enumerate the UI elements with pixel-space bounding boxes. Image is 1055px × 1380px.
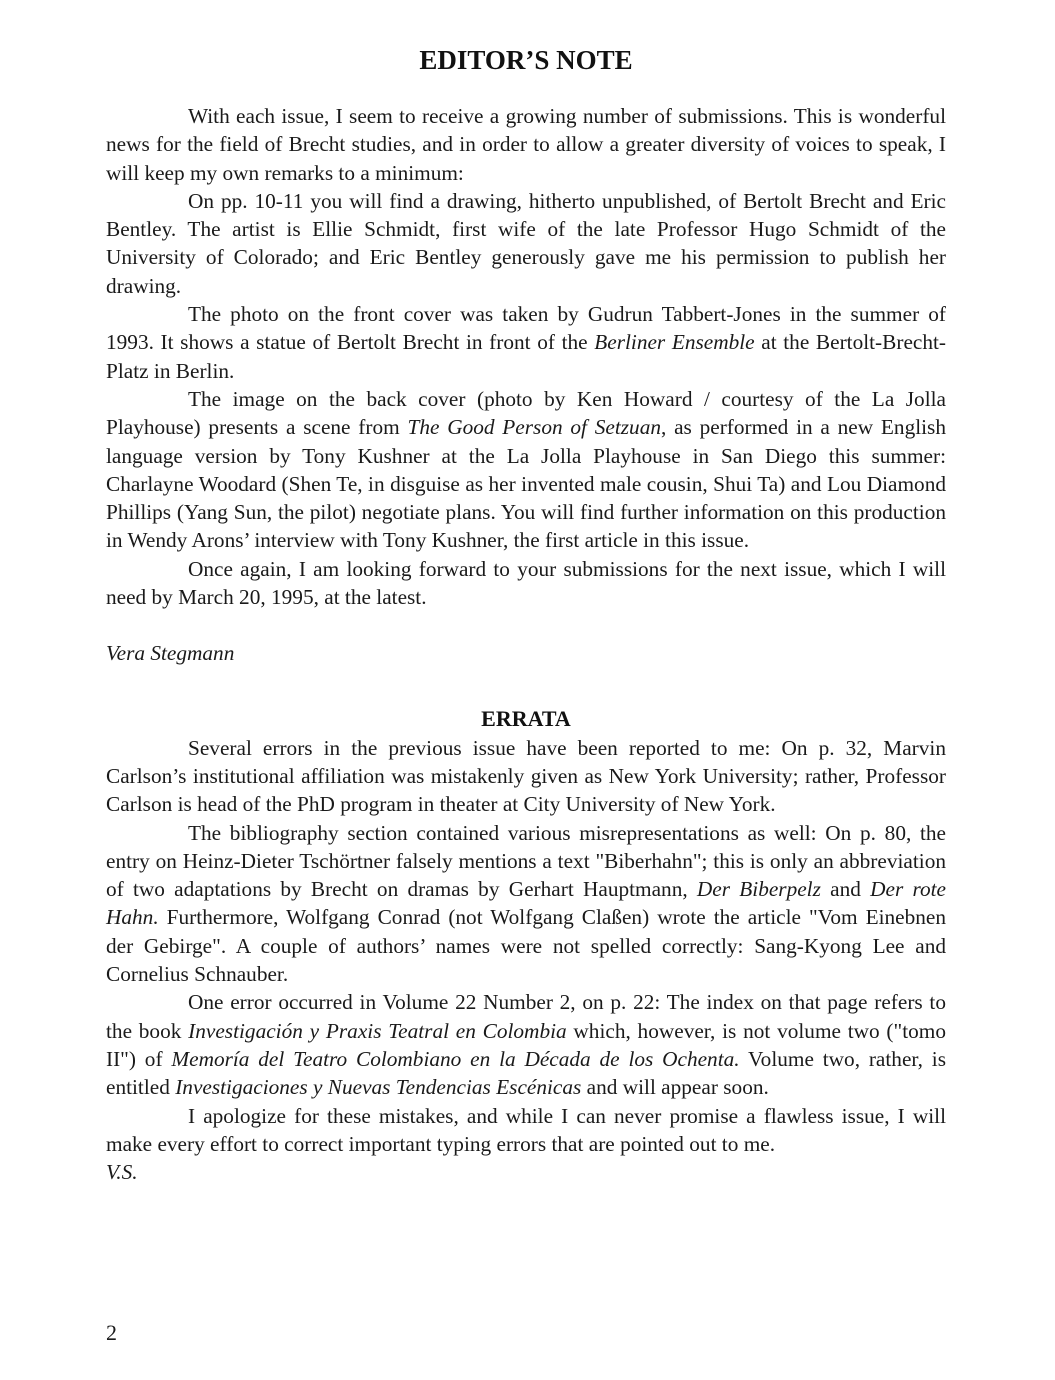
editors-note-paragraph: The photo on the front cover was taken by Gudrun Tabbert-Jones in the summer of 1993. It shows a statue of Bertolt Brecht in front of the Berliner Ensemble at the Bertolt-Brecht-Platz in Berlin. [106, 302, 947, 383]
page-number: 2 [106, 1320, 117, 1345]
errata-paragraph: Several errors in the previous issue have been reported to me: On p. 32, Marvin Carlson’s institutional affiliation was mistakenly given as New York University; rather, Professor Carlson is head of the PhD program in theater at City University of New York. [106, 735, 946, 817]
italic-title: Investigaciones y Nuevas Tendencias Escénicas [175, 1075, 582, 1100]
italic-title: Berliner Ensemble [594, 330, 755, 355]
errata-paragraph: I apologize for these mistakes, and while I can never promise a flawless issue, I will make every effort to correct important typing errors that are pointed out to me. [106, 1103, 946, 1156]
editors-note-paragraph: On pp. 10-11 you will find a drawing, hitherto unpublished, of Bertolt Brecht and Eric Bentley. The artist is Ellie Schmidt, first wife of the late Professor Hugo Schmidt of the University of Colorado; and Eric Bentley generously gave me his permission to publish her drawing. [106, 188, 946, 298]
page [106, 40, 946, 1186]
editors-note-title: EDITOR’S NOTE [419, 45, 633, 75]
errata-paragraph: One error occurred in Volume 22 Number 2, on p. 22: The index on that page refers to the book Investigación y Praxis Teatral en Colombia which, however, is not volume two ("tomo II") of Memoría del Teatro Colombiano en la Década de los Ochenta. Volume two, rather, is entitled Investigaciones y Nuevas Tendencias Escénicas and will appear soon. [106, 990, 947, 1100]
italic-title: Der rote Hahn. [106, 877, 946, 930]
editors-note-paragraph: Once again, I am looking forward to your submissions for the next issue, which I will need by March 20, 1995, at the latest. [106, 556, 946, 610]
italic-title: Der Biberpelz [696, 877, 821, 902]
italic-title: Investigación y Praxis Teatral en Colombia [188, 1018, 567, 1043]
editors-note-body [106, 102, 946, 668]
errata-body [106, 734, 946, 1187]
editor-signature: Vera Stegmann [106, 641, 235, 666]
errata-initials: V.S. [106, 1160, 138, 1185]
errata-title: ERRATA [481, 705, 571, 731]
errata-paragraph: The bibliography section contained various misrepresentations as well: On p. 80, the entry on Heinz-Dieter Tschörtner falsely mentions a text "Biberhahn"; this is only an abbreviation of two adaptations by Brecht on dramas by Gerhart Hauptmann, Der Biberpelz and Der rote Hahn. Furthermore, Wolfgang Conrad (not Wolfgang Claßen) wrote the article "Vom Einebnen der Gebirge". A couple of authors’ names were not spelled correctly: Sang-Kyong Lee and Cornelius Schnauber. [106, 820, 946, 987]
italic-title: The Good Person of Setzuan [407, 415, 661, 440]
editors-note-paragraph: The image on the back cover (photo by Ken Howard / courtesy of the La Jolla Playhouse) presents a scene from The Good Person of Setzuan, as performed in a new English language version by Tony Kushner at the La Jolla Playhouse in San Diego this summer: Charlayne Woodard (Shen Te, in disguise as her invented male cousin, Shui Ta) and Lou Diamond Phillips (Yang Sun, the pilot) negotiate plans. You will find further information on this production in Wendy Arons’ interview with Tony Kushner, the first article in this issue. [106, 386, 946, 553]
editors-note-paragraph: With each issue, I seem to receive a growing number of submissions. This is wonderful news for the field of Brecht studies, and in order to allow a greater diversity of voices to speak, I will keep my own remarks to a minimum: [106, 104, 946, 185]
italic-title: Memoría del Teatro Colombiano en la Década de los Ochenta. [171, 1046, 740, 1071]
